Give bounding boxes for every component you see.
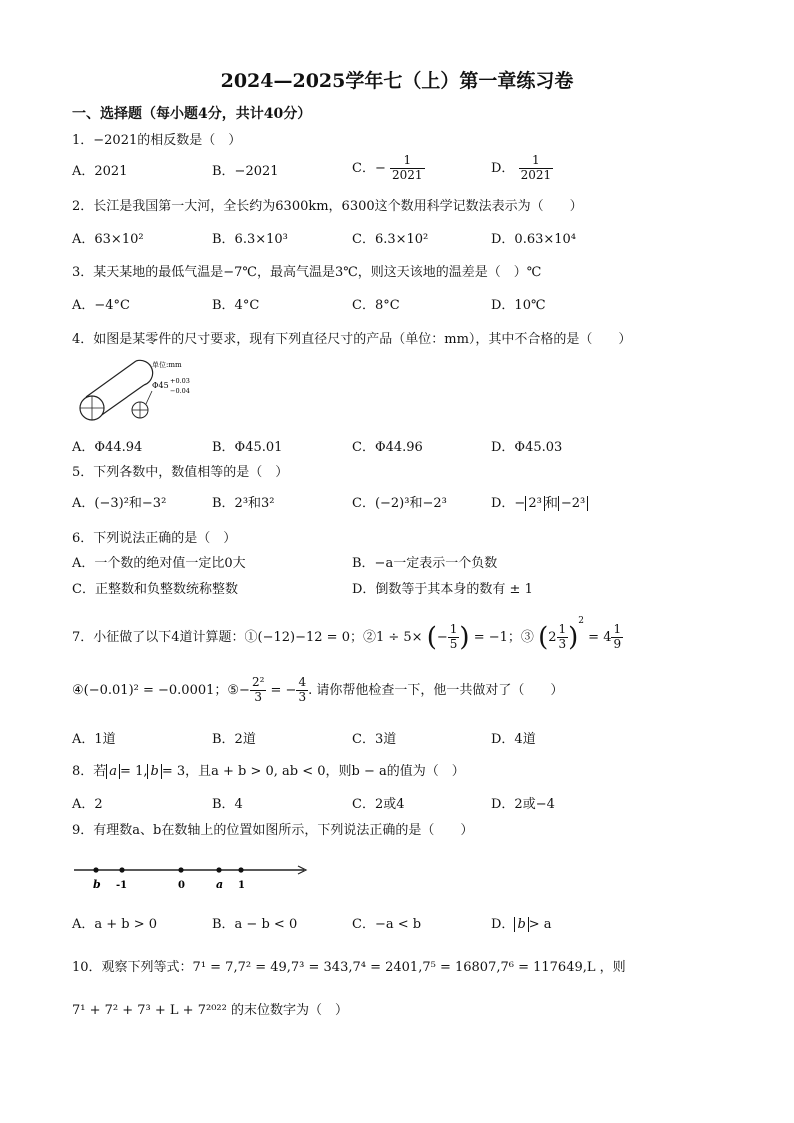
q8-option-c: C．2或4 (352, 797, 405, 812)
q6-stem: 6．下列说法正确的是（ ） (72, 531, 237, 546)
q6-option-c: C．正整数和负整数统称整数 (72, 582, 238, 597)
q10-line1: 10．观察下列等式：7¹ = 7,7² = 49,7³ = 343,7⁴ = 2401,7⁵ = 16807,7⁶ = 117649,L ，则 (72, 960, 626, 975)
number-line-figure (72, 860, 312, 892)
q9-stem: 9．有理数a、b在数轴上的位置如图所示，下列说法正确的是（ ） (72, 823, 474, 838)
q7-option-a: A．1道 (72, 732, 116, 747)
q6-option-a: A．一个数的绝对值一定比0大 (72, 556, 246, 571)
q7-option-c: C．3道 (352, 732, 397, 747)
q6-option-d: D．倒数等于其本身的数有 ± 1 (352, 582, 533, 597)
q1-option-b: B．−2021 (212, 164, 279, 179)
cylinder-part-figure (72, 355, 202, 427)
q5-option-d: D．− 2³ 和 −2³ (491, 497, 588, 510)
q3-stem: 3．某天某地的最低气温是−7℃，最高气温是3℃，则这天该地的温差是（ ）℃ (72, 265, 542, 280)
q1-option-d: D． $\frac{1}{2021}$ (491, 153, 552, 182)
q4-option-b: B．Φ45.01 (212, 440, 283, 455)
q2-option-d: D．0.63×10⁴ (491, 232, 577, 247)
q4-option-d: D．Φ45.03 (491, 440, 563, 455)
q2-option-b: B．6.3×10³ (212, 232, 288, 247)
q7-option-d: D．4道 (491, 732, 536, 747)
q5-option-b: B．2³和3² (212, 496, 275, 511)
page-title: 2024—2025学年七（上）第一章练习卷 (220, 70, 574, 92)
q3-option-d: D．10℃ (491, 298, 546, 313)
q7-line2: ④(−0.01)² = −0.0001；⑤− $\frac{\text{2²}}{3}$ = − $\frac{4}{3}$ . 请你帮他检查一下，他一共做对了（ ） (72, 675, 564, 704)
number-line-label-0: 0 (178, 880, 185, 891)
figure-tolerance-lower: −0.04 (170, 387, 190, 395)
q1-stem: 1．−2021的相反数是（ ） (72, 133, 242, 148)
number-line-label-neg1: -1 (116, 880, 128, 891)
q9-option-b: B．a − b < 0 (212, 917, 298, 932)
q1-option-a: A．2021 (72, 164, 128, 179)
q7-option-b: B．2道 (212, 732, 256, 747)
q8-option-a: A．2 (72, 797, 103, 812)
q9-option-a: A．a + b > 0 (72, 917, 158, 932)
q5-option-c: C．(−2)³和−2³ (352, 496, 447, 511)
q5-stem: 5．下列各数中，数值相等的是（ ） (72, 465, 289, 480)
number-line-label-1: 1 (238, 880, 245, 891)
q4-option-a: A．Φ44.94 (72, 440, 143, 455)
q3-option-a: A．−4°C (72, 298, 130, 313)
q8-stem: 8．若 a = 1, b = 3，且a + b > 0, ab < 0，则b − a的值为（ ） (72, 764, 465, 779)
q9-option-c: C．−a < b (352, 917, 422, 932)
q5-option-a: A．(−3)²和−3² (72, 496, 167, 511)
number-line-label-b: b (93, 878, 101, 891)
q7-line1: 7．小征做了以下4道计算题：①(−12)−12 = 0；②1 ÷ 5× (− $\frac{1}{5}$ ) = −1；③ (2 $\frac{1}{3}$ )$^2$ = 4 $\frac{1}{9}$ (72, 616, 622, 653)
figure-tolerance-upper: +0.03 (170, 377, 190, 385)
q10-line2: 7¹ + 7² + 7³ + L + 7²⁰²² 的末位数字为（ ） (72, 1003, 348, 1018)
q4-stem: 4．如图是某零件的尺寸要求，现有下列直径尺寸的产品（单位：mm），其中不合格的是（ ） (72, 332, 632, 347)
figure-unit-label: 单位:mm (152, 361, 182, 369)
number-line-label-a: a (216, 878, 224, 891)
q9-option-d: D． b > a (491, 917, 552, 932)
q3-option-c: C．8°C (352, 298, 400, 313)
figure-dimension: Φ45 (152, 381, 169, 390)
q4-option-c: C．Φ44.96 (352, 440, 423, 455)
q3-option-b: B．4°C (212, 298, 260, 313)
section-heading: 一、选择题（每小题4分，共计40分） (72, 106, 312, 122)
q8-option-d: D．2或−4 (491, 797, 555, 812)
q6-option-b: B．−a一定表示一个负数 (352, 556, 498, 571)
q2-option-a: A．63×10² (72, 232, 144, 247)
q2-option-c: C．6.3×10² (352, 232, 429, 247)
q8-option-b: B．4 (212, 797, 243, 812)
q1-option-c: C．− $\frac{1}{2021}$ (352, 153, 423, 182)
q2-stem: 2．长江是我国第一大河，全长约为6300km，6300这个数用科学记数法表示为（ ） (72, 199, 583, 214)
